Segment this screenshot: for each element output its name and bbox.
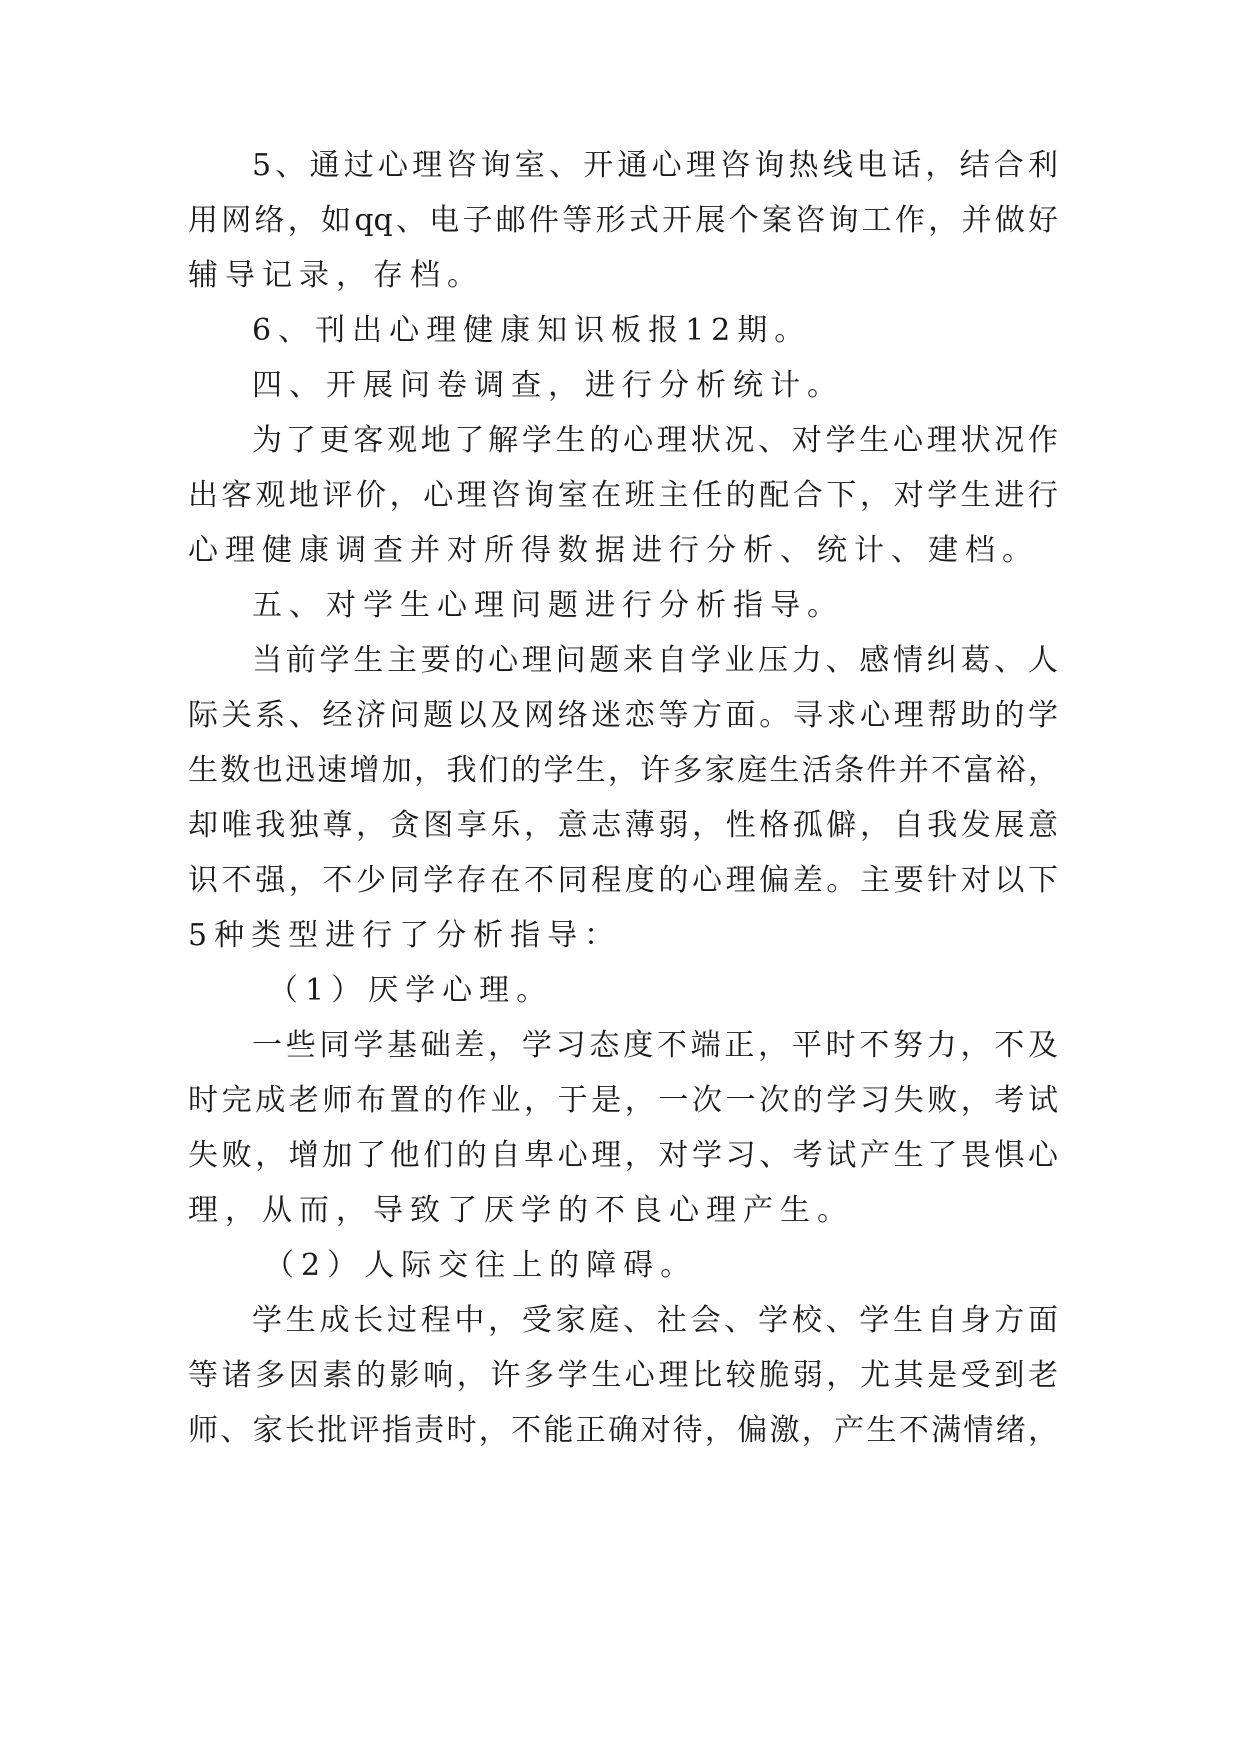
subsection-heading: （1）厌学心理。 — [268, 973, 554, 1008]
paragraph-line: 等诸多因素的影响，许多学生心理比较脆弱，尤其是受到老 — [188, 1358, 1058, 1393]
paragraph-line: 出客观地评价，心理咨询室在班主任的配合下，对学生进行 — [188, 478, 1058, 513]
paragraph-line: 理，从而，导致了厌学的不良心理产生。 — [188, 1193, 854, 1228]
paragraph-line: 当前学生主要的心理问题来自学业压力、感情纠葛、人 — [252, 643, 1058, 678]
paragraph-line: 失败，增加了他们的自卑心理，对学习、考试产生了畏惧心 — [188, 1138, 1058, 1173]
paragraph-line: 生数也迅速增加，我们的学生，许多家庭生活条件并不富裕， — [188, 753, 1058, 788]
paragraph-line: 时完成老师布置的作业，于是，一次一次的学习失败，考试 — [188, 1083, 1058, 1118]
subsection-heading: （2）人际交往上的障碍。 — [264, 1248, 698, 1283]
paragraph-line: 用网络，如qq、电子邮件等形式开展个案咨询工作，并做好 — [188, 203, 1058, 238]
paragraph-line: 际关系、经济问题以及网络迷恋等方面。寻求心理帮助的学 — [188, 698, 1058, 733]
paragraph-line: 师、家长批评指责时，不能正确对待，偏激，产生不满情绪， — [188, 1413, 1058, 1448]
paragraph-line: 学生成长过程中，受家庭、社会、学校、学生自身方面 — [252, 1303, 1058, 1338]
paragraph-line: 心理健康调查并对所得数据进行分析、统计、建档。 — [188, 533, 1039, 568]
paragraph-line: 识不强，不少同学存在不同程度的心理偏差。主要针对以下 — [188, 863, 1058, 898]
paragraph-line: 6、刊出心理健康知识板报12期。 — [252, 313, 812, 348]
paragraph-line: 5、通过心理咨询室、开通心理咨询热线电话，结合利 — [252, 148, 1058, 183]
paragraph-line: 一些同学基础差，学习态度不端正，平时不努力，不及 — [252, 1028, 1058, 1063]
section-heading: 五、对学生心理问题进行分析指导。 — [252, 588, 844, 623]
section-heading: 四、开展问卷调查，进行分析统计。 — [252, 368, 844, 403]
paragraph-line: 辅导记录，存档。 — [188, 258, 484, 293]
paragraph-line: 5种类型进行了分析指导： — [188, 918, 622, 953]
paragraph-line: 却唯我独尊，贪图享乐，意志薄弱，性格孤僻，自我发展意 — [188, 808, 1058, 843]
paragraph-line: 为了更客观地了解学生的心理状况、对学生心理状况作 — [252, 423, 1058, 458]
